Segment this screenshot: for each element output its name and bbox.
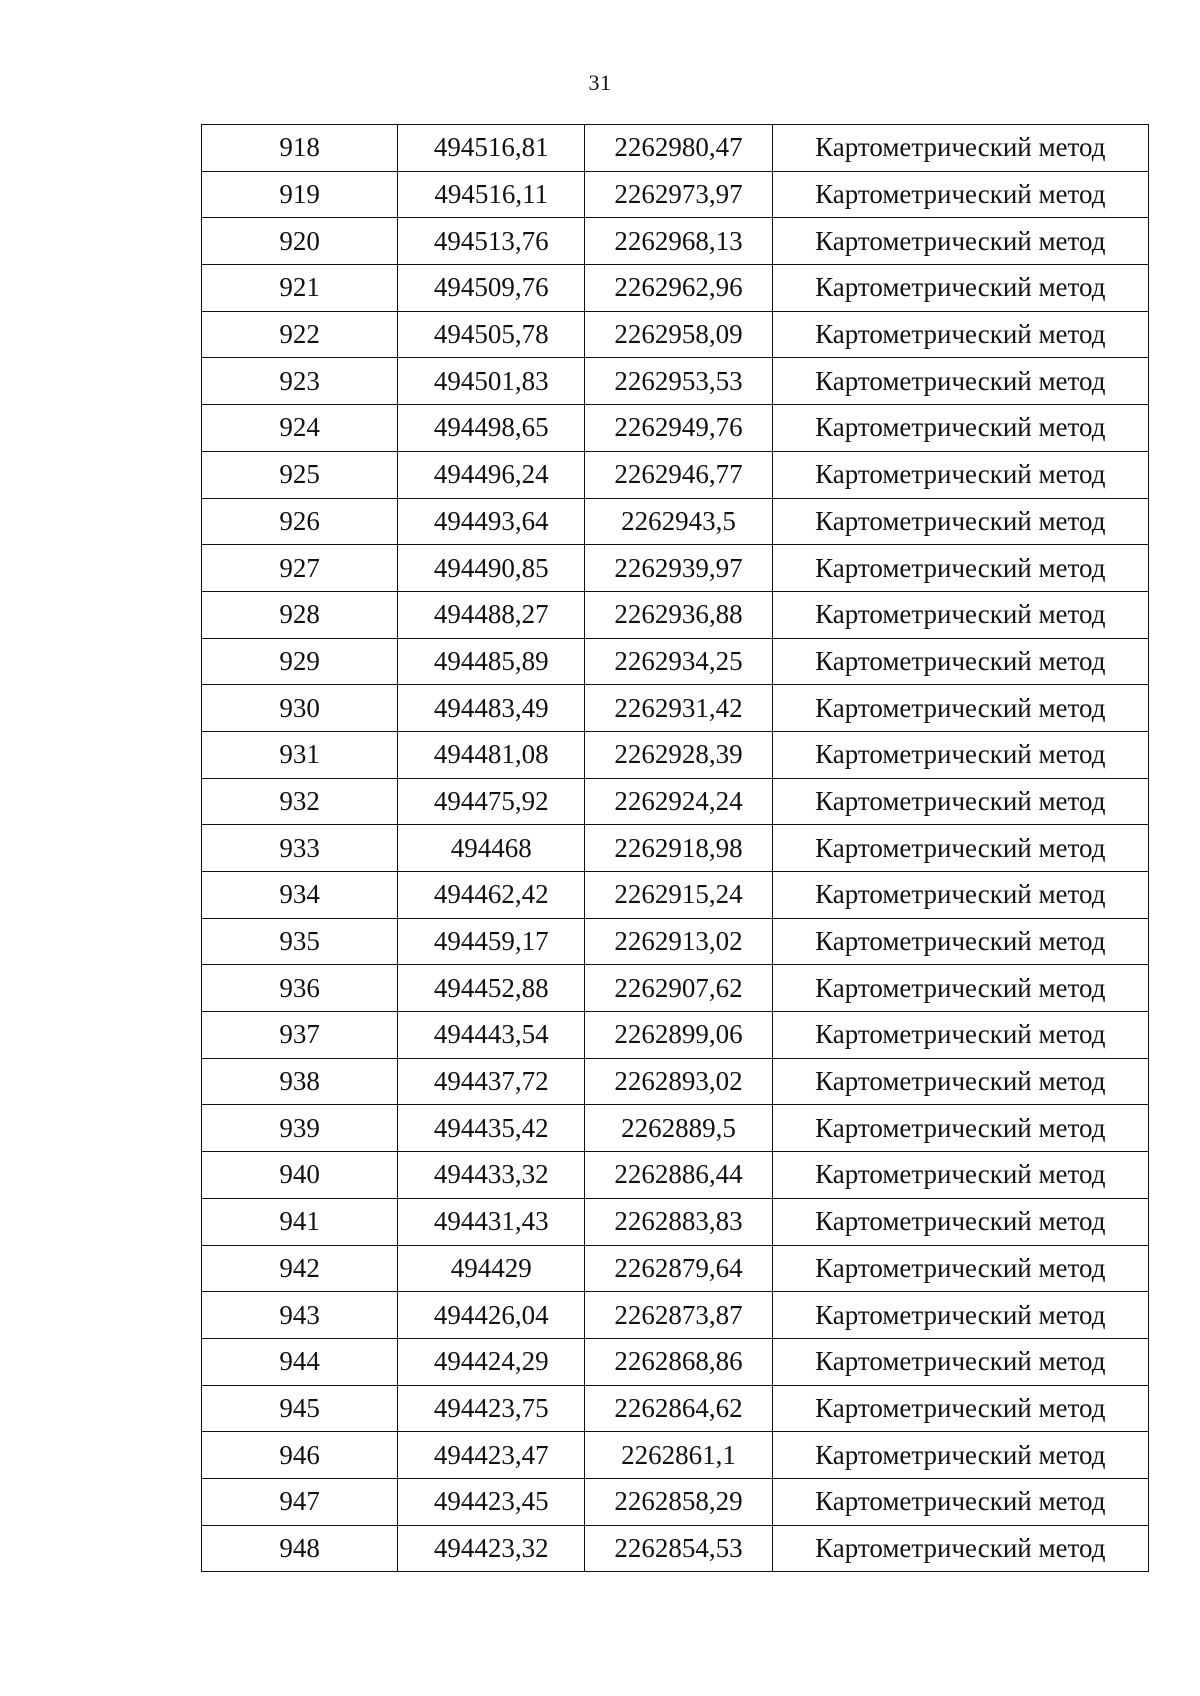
table-row: [202, 778, 1149, 825]
point-number-cell: 937: [202, 1012, 398, 1059]
point-number-cell: 920: [202, 218, 398, 265]
y-coordinate-cell: 2262915,24: [585, 872, 772, 919]
x-coordinate-cell: 494513,76: [398, 218, 585, 265]
y-coordinate-cell: 2262934,25: [585, 638, 772, 685]
x-coordinate-cell: 494426,04: [398, 1292, 585, 1339]
y-coordinate-cell: 2262883,83: [585, 1198, 772, 1245]
y-coordinate-cell: 2262879,64: [585, 1245, 772, 1292]
y-coordinate-cell: 2262918,98: [585, 825, 772, 872]
method-cell: Картометрический метод: [772, 1292, 1148, 1339]
x-coordinate-cell: 494468: [398, 825, 585, 872]
table-row: [202, 171, 1149, 218]
y-coordinate-cell: 2262861,1: [585, 1432, 772, 1479]
point-number-cell: 934: [202, 872, 398, 919]
y-coordinate-cell: 2262854,53: [585, 1525, 772, 1572]
method-cell: Картометрический метод: [772, 638, 1148, 685]
point-number-cell: 923: [202, 358, 398, 405]
y-coordinate-cell: 2262946,77: [585, 451, 772, 498]
x-coordinate-cell: 494429: [398, 1245, 585, 1292]
coordinates-table: [201, 124, 1149, 1572]
x-coordinate-cell: 494475,92: [398, 778, 585, 825]
method-cell: Картометрический метод: [772, 218, 1148, 265]
table-row: [202, 451, 1149, 498]
x-coordinate-cell: 494459,17: [398, 918, 585, 965]
point-number-cell: 925: [202, 451, 398, 498]
table-row: [202, 1338, 1149, 1385]
method-cell: Картометрический метод: [772, 591, 1148, 638]
point-number-cell: 919: [202, 171, 398, 218]
x-coordinate-cell: 494483,49: [398, 685, 585, 732]
x-coordinate-cell: 494488,27: [398, 591, 585, 638]
point-number-cell: 948: [202, 1525, 398, 1572]
table-row: [202, 638, 1149, 685]
point-number-cell: 942: [202, 1245, 398, 1292]
x-coordinate-cell: 494433,32: [398, 1152, 585, 1199]
method-cell: Картометрический метод: [772, 1012, 1148, 1059]
method-cell: Картометрический метод: [772, 171, 1148, 218]
method-cell: Картометрический метод: [772, 311, 1148, 358]
x-coordinate-cell: 494423,32: [398, 1525, 585, 1572]
point-number-cell: 941: [202, 1198, 398, 1245]
method-cell: Картометрический метод: [772, 965, 1148, 1012]
table-row: [202, 545, 1149, 592]
x-coordinate-cell: 494437,72: [398, 1058, 585, 1105]
table-row: [202, 1292, 1149, 1339]
table-row: [202, 265, 1149, 312]
point-number-cell: 946: [202, 1432, 398, 1479]
method-cell: Картометрический метод: [772, 498, 1148, 545]
point-number-cell: 924: [202, 405, 398, 452]
table-row: [202, 965, 1149, 1012]
point-number-cell: 926: [202, 498, 398, 545]
x-coordinate-cell: 494509,76: [398, 265, 585, 312]
y-coordinate-cell: 2262858,29: [585, 1478, 772, 1525]
table-row: [202, 498, 1149, 545]
x-coordinate-cell: 494423,47: [398, 1432, 585, 1479]
y-coordinate-cell: 2262931,42: [585, 685, 772, 732]
x-coordinate-cell: 494462,42: [398, 872, 585, 919]
y-coordinate-cell: 2262968,13: [585, 218, 772, 265]
x-coordinate-cell: 494435,42: [398, 1105, 585, 1152]
table-row: [202, 358, 1149, 405]
table-row: [202, 825, 1149, 872]
y-coordinate-cell: 2262953,53: [585, 358, 772, 405]
point-number-cell: 943: [202, 1292, 398, 1339]
method-cell: Картометрический метод: [772, 1432, 1148, 1479]
table-row: [202, 731, 1149, 778]
method-cell: Картометрический метод: [772, 358, 1148, 405]
x-coordinate-cell: 494490,85: [398, 545, 585, 592]
table-row: [202, 311, 1149, 358]
y-coordinate-cell: 2262893,02: [585, 1058, 772, 1105]
y-coordinate-cell: 2262939,97: [585, 545, 772, 592]
method-cell: Картометрический метод: [772, 545, 1148, 592]
page-number: 31: [588, 70, 612, 95]
method-cell: Картометрический метод: [772, 731, 1148, 778]
method-cell: Картометрический метод: [772, 125, 1148, 172]
y-coordinate-cell: 2262889,5: [585, 1105, 772, 1152]
point-number-cell: 936: [202, 965, 398, 1012]
x-coordinate-cell: 494423,45: [398, 1478, 585, 1525]
method-cell: Картометрический метод: [772, 685, 1148, 732]
y-coordinate-cell: 2262924,24: [585, 778, 772, 825]
x-coordinate-cell: 494431,43: [398, 1198, 585, 1245]
y-coordinate-cell: 2262864,62: [585, 1385, 772, 1432]
x-coordinate-cell: 494424,29: [398, 1338, 585, 1385]
method-cell: Картометрический метод: [772, 451, 1148, 498]
point-number-cell: 930: [202, 685, 398, 732]
method-cell: Картометрический метод: [772, 1198, 1148, 1245]
method-cell: Картометрический метод: [772, 778, 1148, 825]
point-number-cell: 947: [202, 1478, 398, 1525]
x-coordinate-cell: 494481,08: [398, 731, 585, 778]
x-coordinate-cell: 494505,78: [398, 311, 585, 358]
point-number-cell: 931: [202, 731, 398, 778]
table-row: [202, 1012, 1149, 1059]
x-coordinate-cell: 494485,89: [398, 638, 585, 685]
point-number-cell: 938: [202, 1058, 398, 1105]
method-cell: Картометрический метод: [772, 825, 1148, 872]
method-cell: Картометрический метод: [772, 265, 1148, 312]
method-cell: Картометрический метод: [772, 918, 1148, 965]
x-coordinate-cell: 494496,24: [398, 451, 585, 498]
coordinates-table-body: [202, 125, 1149, 1572]
y-coordinate-cell: 2262973,97: [585, 171, 772, 218]
table-row: [202, 1245, 1149, 1292]
point-number-cell: 922: [202, 311, 398, 358]
method-cell: Картометрический метод: [772, 1478, 1148, 1525]
y-coordinate-cell: 2262873,87: [585, 1292, 772, 1339]
table-row: [202, 1152, 1149, 1199]
x-coordinate-cell: 494493,64: [398, 498, 585, 545]
y-coordinate-cell: 2262928,39: [585, 731, 772, 778]
x-coordinate-cell: 494516,81: [398, 125, 585, 172]
method-cell: Картометрический метод: [772, 1525, 1148, 1572]
table-row: [202, 1432, 1149, 1479]
point-number-cell: 921: [202, 265, 398, 312]
method-cell: Картометрический метод: [772, 405, 1148, 452]
method-cell: Картометрический метод: [772, 1385, 1148, 1432]
table-row: [202, 125, 1149, 172]
table-row: [202, 591, 1149, 638]
method-cell: Картометрический метод: [772, 1245, 1148, 1292]
y-coordinate-cell: 2262958,09: [585, 311, 772, 358]
method-cell: Картометрический метод: [772, 1058, 1148, 1105]
y-coordinate-cell: 2262907,62: [585, 965, 772, 1012]
table-row: [202, 1478, 1149, 1525]
y-coordinate-cell: 2262949,76: [585, 405, 772, 452]
point-number-cell: 944: [202, 1338, 398, 1385]
method-cell: Картометрический метод: [772, 872, 1148, 919]
x-coordinate-cell: 494452,88: [398, 965, 585, 1012]
x-coordinate-cell: 494498,65: [398, 405, 585, 452]
point-number-cell: 932: [202, 778, 398, 825]
y-coordinate-cell: 2262936,88: [585, 591, 772, 638]
table-row: [202, 918, 1149, 965]
point-number-cell: 940: [202, 1152, 398, 1199]
y-coordinate-cell: 2262980,47: [585, 125, 772, 172]
y-coordinate-cell: 2262868,86: [585, 1338, 772, 1385]
method-cell: Картометрический метод: [772, 1152, 1148, 1199]
table-row: [202, 872, 1149, 919]
point-number-cell: 939: [202, 1105, 398, 1152]
point-number-cell: 945: [202, 1385, 398, 1432]
method-cell: Картометрический метод: [772, 1338, 1148, 1385]
x-coordinate-cell: 494501,83: [398, 358, 585, 405]
point-number-cell: 929: [202, 638, 398, 685]
table-row: [202, 405, 1149, 452]
table-row: [202, 1198, 1149, 1245]
point-number-cell: 933: [202, 825, 398, 872]
table-row: [202, 1058, 1149, 1105]
x-coordinate-cell: 494516,11: [398, 171, 585, 218]
x-coordinate-cell: 494423,75: [398, 1385, 585, 1432]
y-coordinate-cell: 2262899,06: [585, 1012, 772, 1059]
table-row: [202, 1105, 1149, 1152]
y-coordinate-cell: 2262943,5: [585, 498, 772, 545]
table-row: [202, 685, 1149, 732]
y-coordinate-cell: 2262886,44: [585, 1152, 772, 1199]
table-row: [202, 1385, 1149, 1432]
table-row: [202, 218, 1149, 265]
table-row: [202, 1525, 1149, 1572]
y-coordinate-cell: 2262913,02: [585, 918, 772, 965]
point-number-cell: 927: [202, 545, 398, 592]
method-cell: Картометрический метод: [772, 1105, 1148, 1152]
point-number-cell: 918: [202, 125, 398, 172]
x-coordinate-cell: 494443,54: [398, 1012, 585, 1059]
point-number-cell: 928: [202, 591, 398, 638]
y-coordinate-cell: 2262962,96: [585, 265, 772, 312]
point-number-cell: 935: [202, 918, 398, 965]
